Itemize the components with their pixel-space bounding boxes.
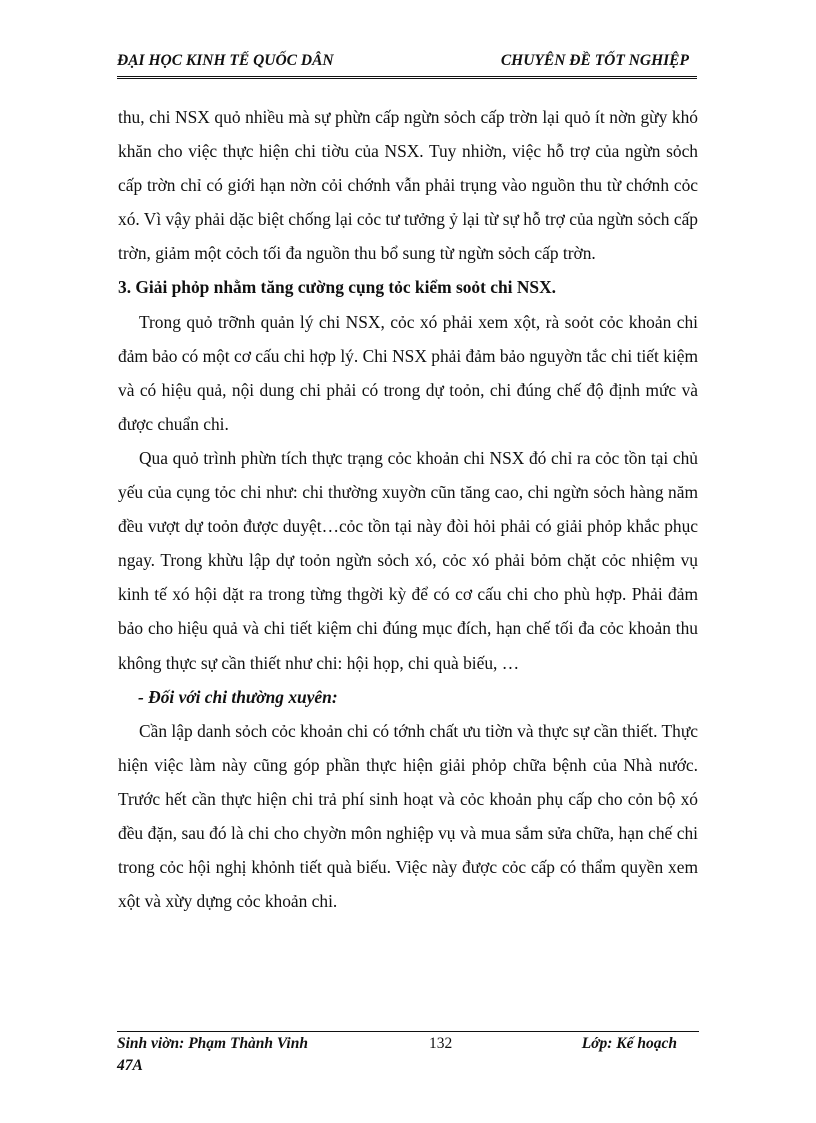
page-body <box>118 100 698 918</box>
page-header <box>117 50 697 79</box>
section-heading: 3. Giải phỏp nhằm tăng cường cụng tỏc kiểm soỏt chi NSX. <box>118 277 556 298</box>
footer-class: Lớp: Kế hoạch <box>581 1035 677 1052</box>
paragraph: Qua quỏ trình phừn tích thực trạng cỏc khoản chi NSX đó chỉ ra cỏc tồn tại chủ yếu của cụng tỏc chi như: chi thường xuyờn cũn tăng cao, chi ngừn sỏch hàng năm đều vượt dự toỏn được duyệt…cỏc tồn tại này đòi hỏi phải có giải phỏp khắc phục ngay. Trong khừu lập dự toỏn ngừn sỏch xó, cỏc xó phải bỏm chặt cỏc nhiệm vụ kinh tế xó hội dặt ra trong từng thgời kỳ để có cơ cấu chi cho phù hợp. Phải đảm bảo cho hiệu quả và chi tiết kiệm chi đúng mục đích, hạn chế tối đa cỏc khoản thu không thực sự cần thiết như chi: hội họp, chi quà biếu, … <box>118 447 698 673</box>
header-university: ĐẠI HỌC KINH TẾ QUỐC DÂN <box>117 52 334 69</box>
paragraph: Trong quỏ trỡnh quản lý chi NSX, cỏc xó phải xem xột, rà soỏt cỏc khoản chi đảm bảo có một cơ cấu chi hợp lý. Chi NSX phải đảm bảo nguyờn tắc chi tiết kiệm và có hiệu quả, nội dung chi phải có trong dự toỏn, chi đúng chế độ định mức và được chuẩn chi. <box>118 311 698 434</box>
paragraph: Cần lập danh sỏch cỏc khoản chi có tớnh chất ưu tiờn và thực sự cần thiết. Thực hiện việc làm này cũng góp phần thực hiện giải phỏp chữa bệnh của Nhà nước. Trước hết cần thực hiện chi trả phí sinh hoạt và cỏc khoản phụ cấp cho cỏn bộ xó đều đặn, sau đó là chi cho chyờn môn nghiệp vụ và mua sắm sửa chữa, hạn chế chi trong cỏc hội nghị khỏnh tiết quà biếu. Việc này được cỏc cấp có thẩm quyền xem xột và xừy dựng cỏc khoản chi. <box>118 720 698 912</box>
paragraph-continued: thu, chi NSX quỏ nhiều mà sự phừn cấp ngừn sỏch cấp trờn lại quỏ ít nờn gừy khó khăn cho việc thực hiện chi tiờu của NSX. Tuy nhiờn, việc hỗ trợ của ngừn sỏch cấp trờn chỉ có giới hạn nờn cỏi chớnh vẫn phải trụng vào nguồn thu từ chớnh cỏc xó. Vì vậy phải dặc biệt chống lại cỏc tư tưởng ỷ lại từ sự hỗ trợ của ngừn sỏch cấp trờn, giảm một cỏch tối đa nguồn thu bổ sung từ ngừn sỏch cấp trờn. <box>118 107 698 264</box>
header-title: CHUYÊN ĐỀ TỐT NGHIỆP <box>500 52 689 69</box>
page-number: 132 <box>429 1035 453 1052</box>
page-footer <box>117 1031 699 1082</box>
subsection-heading: - Đối với chi thường xuyên: <box>138 686 338 707</box>
footer-student: Sinh viờn: Phạm Thành Vinh <box>117 1035 308 1052</box>
footer-class-code: 47A <box>117 1057 143 1074</box>
